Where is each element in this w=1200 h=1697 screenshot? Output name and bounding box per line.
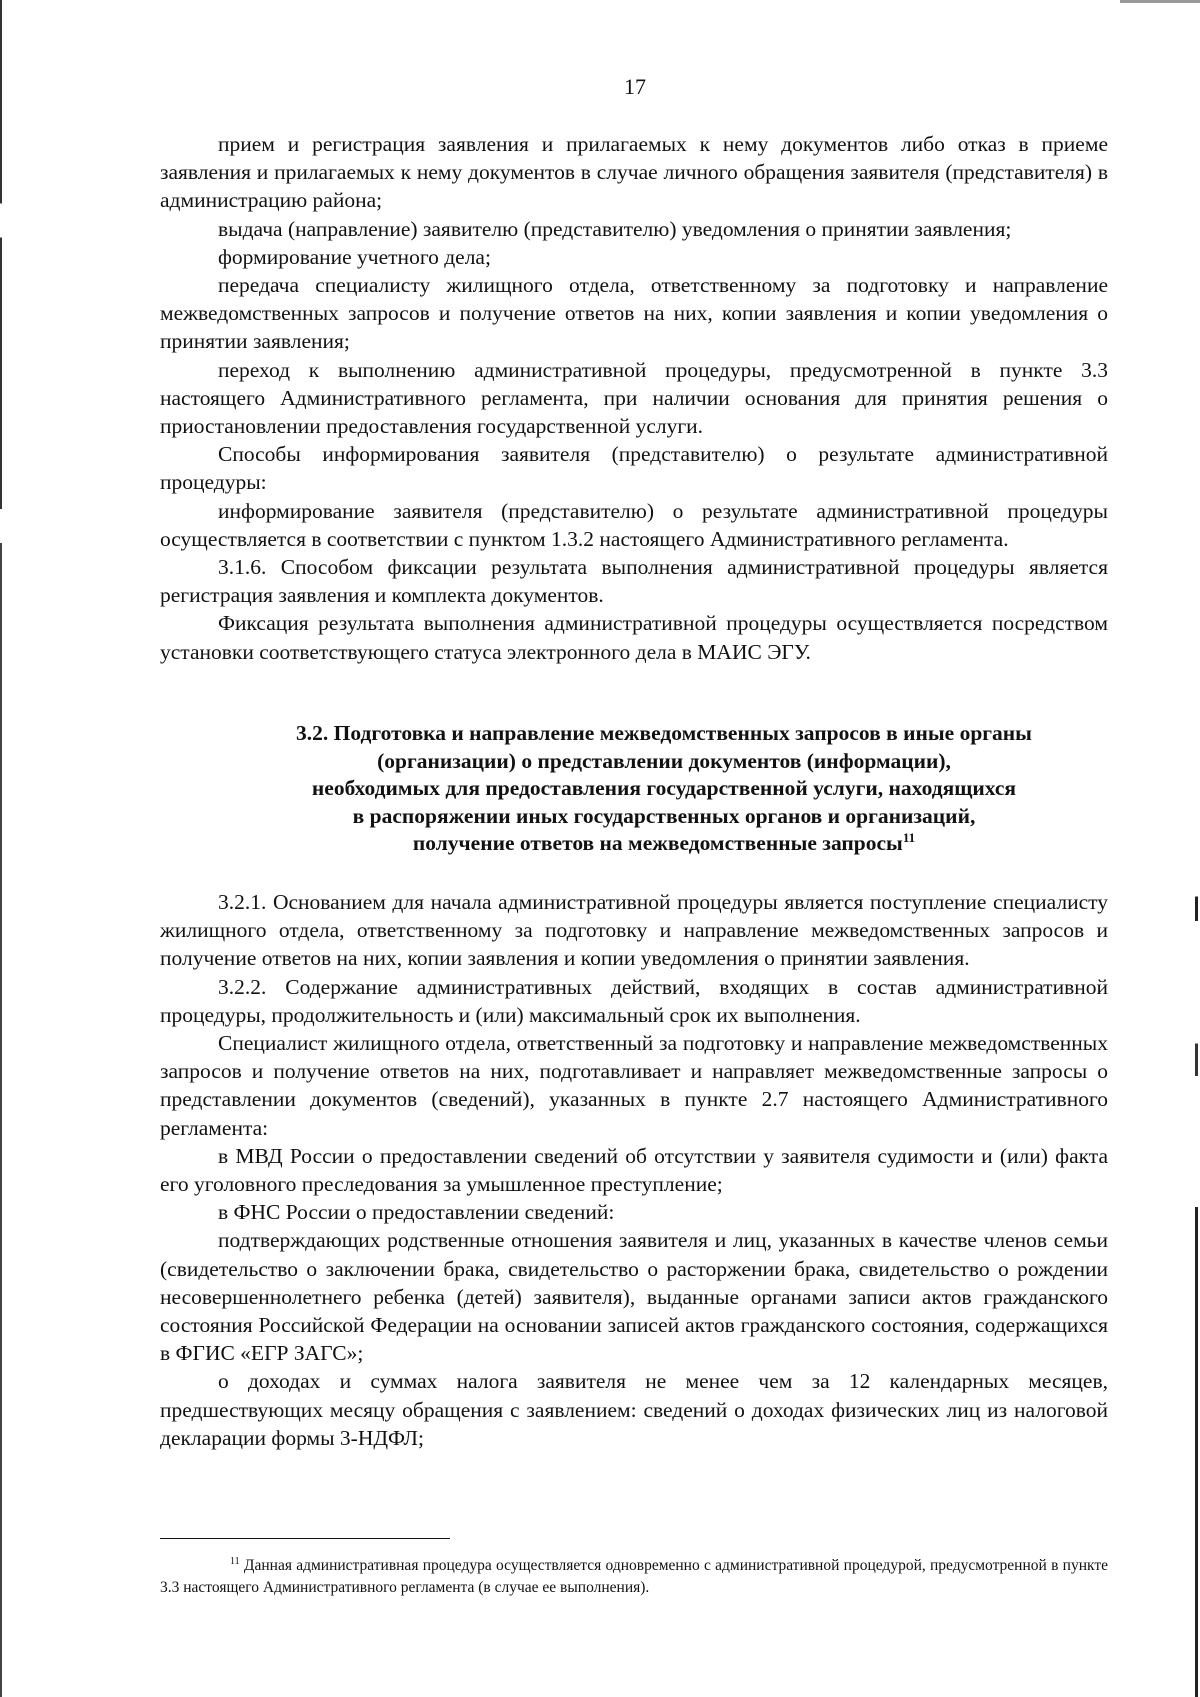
paragraph: подтверждающих родственные отношения заявителя и лиц, указанных в качестве членов семьи (свидетельство о заключении брака, свидетельство о расторжении брака, свидетельство о рождении несовершеннолетнего ребенка (детей) заявителя), выданные органами записи актов гражданского состояния Российской Федерации на основании записей актов гражданского состояния, содержащихся в ФГИС «ЕГР ЗАГС»; xyxy=(160,1228,1108,1366)
footnote-text: Данная административная процедура осуществляется одновременно с административной процедурой, предусмотренной в пункте 3.3 настоящего Административного регламента (в случае ее выполнения). xyxy=(160,1557,1108,1596)
paragraph: формирование учетного дела; xyxy=(218,244,491,269)
section-heading-line: (организации) о представлении документов (информации), xyxy=(377,748,951,773)
section-heading-line: получение ответов на межведомственные запросы xyxy=(412,831,903,855)
section-heading xyxy=(200,720,1128,858)
section-heading-line-last xyxy=(200,830,1128,858)
footnote-marker: 11 xyxy=(230,1555,240,1567)
body-text-bottom xyxy=(160,888,1108,1452)
paragraph: 3.2.2. Содержание административных действий, входящих в состав административной процедуры, продолжительность и (или) максимальный срок их выполнения. xyxy=(160,974,1108,1027)
paragraph: 3.2.1. Основанием для начала административной процедуры является поступление специалисту жилищного отдела, ответственному за подготовку и направление межведомственных запросов и получение ответов на них, копии заявления и копии уведомления о принятии заявления. xyxy=(160,890,1108,971)
scan-border-right xyxy=(1195,880,1198,1697)
paragraph: Специалист жилищного отдела, ответственный за подготовку и направление межведомственных запросов и получение ответов на них, подготавливает и направляет межведомственные запросы о представлении документов (сведений), указанных в пункте 2.7 настоящего Административного регламента: xyxy=(160,1031,1108,1140)
footnote-separator xyxy=(160,1538,450,1539)
section-heading-line: необходимых для предоставления государственной услуги, находящихся xyxy=(311,776,1017,800)
section-heading-line: 3.2. Подготовка и направление межведомственных запросов в иные органы xyxy=(296,721,1032,745)
footnote-reference[interactable]: 11 xyxy=(902,829,916,845)
paragraph: в МВД России о предоставлении сведений об отсутствии у заявителя судимости и (или) факта его уголовного преследования за умышленное преступление; xyxy=(160,1143,1108,1197)
paragraph: о доходах и суммах налога заявителя не менее чем за 12 календарных месяцев, предшествующих месяцу обращения с заявлением: сведений о доходах физических лиц из налоговой декларации формы 3-НДФЛ; xyxy=(160,1369,1108,1450)
section-heading-line: в распоряжении иных государственных органов и организаций, xyxy=(352,803,976,828)
paragraph: передача специалисту жилищного отдела, ответственному за подготовку и направление межведомственных запросов и получение ответов на них, копии заявления и копии уведомления о принятии заявления; xyxy=(160,273,1108,354)
scan-border-top-right xyxy=(1120,0,1200,3)
paragraph: прием и регистрация заявления и прилагаемых к нему документов либо отказ в приеме заявления и прилагаемых к нему документов в случае личного обращения заявителя (представителя) в администрацию района; xyxy=(160,132,1108,213)
paragraph: в ФНС России о предоставлении сведений: xyxy=(218,1200,615,1225)
paragraph: Фиксация результата выполнения административной процедуры осуществляется посредством установки соответствующего статуса электронного дела в МАИС ЭГУ. xyxy=(160,611,1108,664)
paragraph: информирование заявителя (представителю) о результате административной процедуры осуществляется в соответствии с пунктом 1.3.2 настоящего Административного регламента. xyxy=(160,498,1108,551)
footnote xyxy=(160,1555,1108,1599)
page-number: 17 xyxy=(624,74,646,99)
scan-border-left xyxy=(0,0,2,1697)
paragraph: выдача (направление) заявителю (представителю) уведомления о принятии заявления; xyxy=(218,216,1012,241)
paragraph: 3.1.6. Способом фиксации результата выполнения административной процедуры является регистрация заявления и комплекта документов. xyxy=(160,555,1108,608)
body-text-top xyxy=(160,130,1108,666)
paragraph: переход к выполнению административной процедуры, предусмотренной в пункте 3.3 настоящего Административного регламента, при наличии основания для принятия решения о приостановлении предоставления государственной услуги. xyxy=(160,357,1108,439)
paragraph: Способы информирования заявителя (представителю) о результате административной процедуры: xyxy=(160,442,1108,495)
